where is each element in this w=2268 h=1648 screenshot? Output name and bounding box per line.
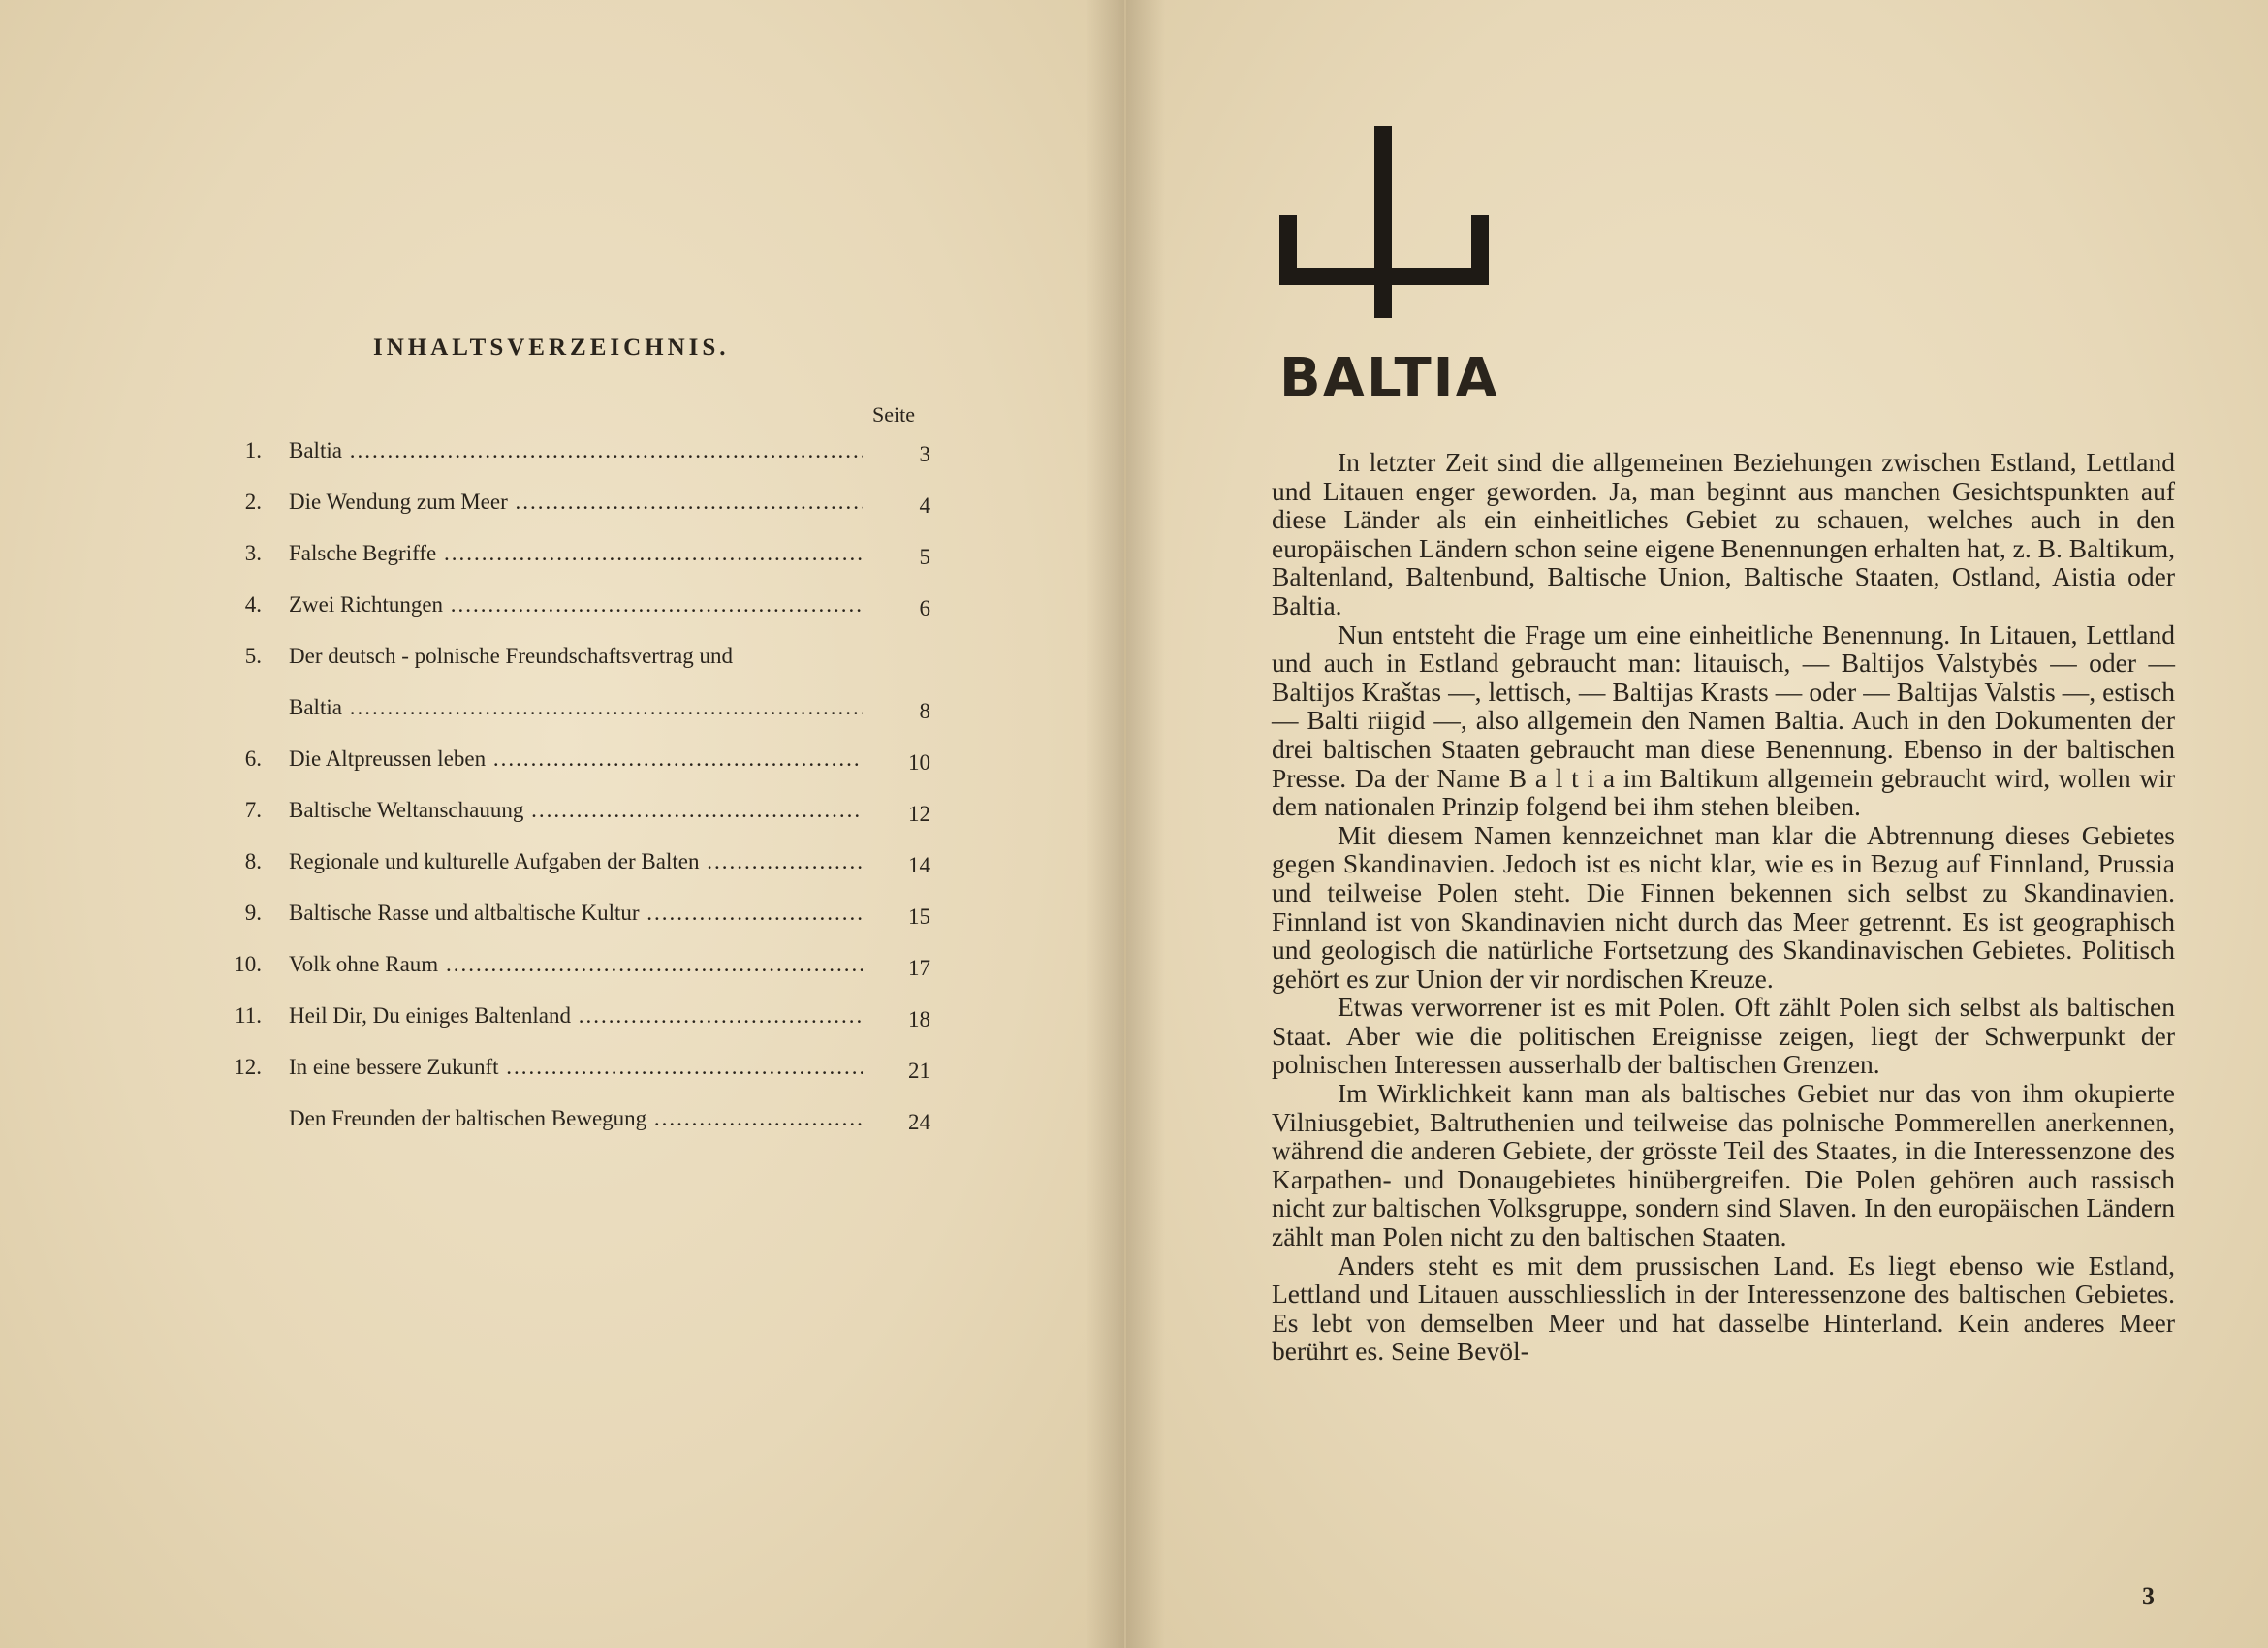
toc-entry-page: 4 [919,493,930,518]
toc-entry-label: Zwei Richtungen ..... [289,590,863,619]
chapter-body [1272,448,2175,1366]
toc-entry-number: 8. [244,849,262,873]
toc-entry-number: 12. [234,1055,262,1079]
toc-entry [213,735,930,786]
toc-title: INHALTSVERZEICHNIS. [373,334,730,361]
toc-entry [213,632,930,683]
toc-entry-number: 11. [235,1003,262,1028]
toc-entry-number: 3. [244,541,262,565]
left-page [0,0,1126,1648]
toc-entry [213,786,930,838]
toc-entry-page: 15 [908,904,930,929]
chapter-title: BALTIA [1279,347,1499,410]
paragraph: Anders steht es mit dem prussischen Land. Es liegt ebenso wie Estland, Lettland und Litauen ausschliesslich in der Interessenzone des baltischen Gebietes. Es lebt von demselben Meer und hat dasselbe Hinterland. Kein anderes Meer berührt es. Seine Bevöl- [1272,1250,2175,1367]
toc-entry [213,529,930,581]
toc-entry-number: 6. [244,746,262,771]
toc-entry [213,838,930,889]
paragraph: Mit diesem Namen kennzeichnet man klar die Abtrennung dieses Gebietes gegen Skandinavien. Jedoch ist es nicht klar, wie es in Bezug auf Finnland, Prussia und teilweise Polen steht. Die Finnen bekennen sich selbst zu Skandinavien. Finnland ist von Skandinavien nicht durch das Meer getrennt. Es ist geographisch und geologisch die natürliche Fortsetzung des Skandinavischen Gebietes. Politisch gehört es zur Union der vir nordischen Kreuze. [1272,819,2175,994]
toc-entry-page: 17 [908,956,930,980]
toc-entry-number: 7. [244,798,262,822]
toc-page-column-label: Seite [872,402,915,427]
paragraph: Etwas verworrener ist es mit Polen. Oft zählt Polen sich selbst als baltischen Staat. Aber wie die politischen Ereignisse zeigen, liegt der Schwerpunkt der polnischen Interessen ausserhalb der baltischen Grenzen. [1272,992,2175,1080]
toc-entry-page: 10 [908,750,930,775]
toc-entry-label: Baltia ..... [289,436,863,465]
toc-entry-number: 2. [244,490,262,514]
page-number: 3 [2142,1582,2155,1610]
toc-entry-page: 18 [908,1007,930,1031]
toc-entry [213,478,930,529]
toc-entry-label: Baltische Weltanschauung ..... [289,796,863,825]
toc-entry-number: 4. [244,592,262,617]
toc-entry-number: 5. [244,644,262,668]
toc-entry-number: 10. [234,952,262,976]
toc-entry-page: 21 [908,1059,930,1083]
toc-entry [213,1094,930,1146]
toc-entry-page: 3 [919,442,930,466]
toc-entry-page: 8 [919,699,930,723]
toc-entry-number: 9. [244,901,262,925]
toc-entry [213,1043,930,1094]
toc-entry-label: Den Freunden der baltischen Bewegung ..... [289,1104,863,1133]
toc-entry-label: In eine bessere Zukunft ..... [289,1053,863,1082]
toc-entry-page: 24 [908,1110,930,1134]
paragraph: Nun entsteht die Frage um eine einheitliche Benennung. In Litauen, Lettland und auch in Estland gebraucht man: litauisch, — Baltijos Valstybės — oder — Baltijos Kraštas —, lettisch, — Baltijas Krasts — oder — Baltijas Valstis —, estisch — Balti riigid —, also allgemein den Namen Baltia. Auch in den Dokumenten der drei baltischen Staaten gebraucht man diese Benennung. Ebenso in der baltischen Presse. Da der Name B a l t i a im Baltikum allgemein gebraucht wird, wollen wir dem nationalen Prinzip folgend bei ihm stehen bleiben. [1272,618,2175,822]
toc-entry-label: Volk ohne Raum ..... [289,950,863,979]
toc-entry [213,889,930,940]
toc-entry-page: 6 [919,596,930,620]
gutter-shadow [1126,0,1165,1648]
toc-entry-label: Falsche Begriffe ..... [289,539,863,568]
toc-entry-page: 5 [919,545,930,569]
paragraph: In letzter Zeit sind die allgemeinen Beziehungen zwischen Estland, Lettland und Litauen enger geworden. Ja, man beginnt aus manchen Gesichtspunkten auf diese Länder als ein einheitliches Gebiet zu schauen, welches auch in den europäischen Ländern schon seine eigene Benennungen erhalten hat, z. B. Baltikum, Baltenland, Baltenbund, Baltische Union, Baltische Staaten, Ostland, Aistia oder Baltia. [1272,447,2175,620]
toc-entry-page: 12 [908,802,930,826]
paragraph: Im Wirklichkeit kann man als baltisches Gebiet nur das von ihm okupierte Vilniusgebiet, Baltruthenien und teilweise das polnische Pommerellen anerkennen, während die anderen Gebiete, der grösste Teil des Staates, in die Interessenzone des Karpathen- und Donaugebietes hinübergreifen. Die Polen gehören auch rassisch nicht zur baltischen Volksgruppe, sondern sind Slaven. In den europäischen Ländern zählt man Polen nicht zu den baltischen Staaten. [1272,1078,2175,1252]
toc-entry-label: Baltia ..... [289,693,863,722]
toc-entry [213,683,930,735]
toc-list [213,427,930,1146]
trident-icon [1279,126,1489,318]
toc-entry-label: Heil Dir, Du einiges Baltenland ..... [289,1001,863,1030]
toc-entry-label: Der deutsch - polnische Freundschaftsvertrag und [289,644,733,668]
toc-entry-page: 14 [908,853,930,877]
toc-entry [213,992,930,1043]
toc-entry-label: Die Wendung zum Meer ..... [289,488,863,517]
toc-entry-label: Die Altpreussen leben ..... [289,745,863,774]
gutter-shadow [1086,0,1124,1648]
toc-entry [213,427,930,478]
toc-entry-label: Baltische Rasse und altbaltische Kultur ..... [289,899,863,928]
toc-entry [213,940,930,992]
toc-entry [213,581,930,632]
toc-entry-number: 1. [244,438,262,462]
toc-entry-label: Regionale und kulturelle Aufgaben der Balten ..... [289,847,863,876]
